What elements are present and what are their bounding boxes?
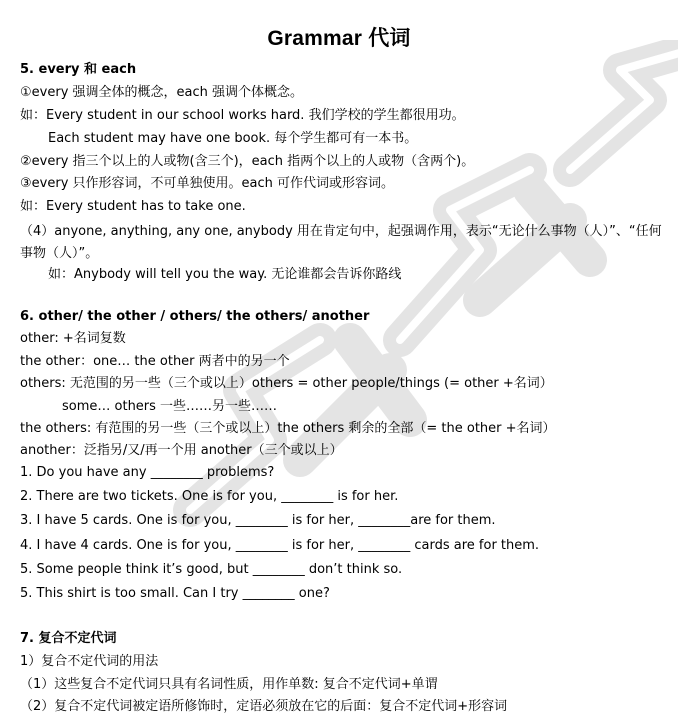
section-6-line: some… others 一些……另一些…… — [62, 399, 278, 414]
section-5-line: 如：Every student has to take one. — [20, 199, 246, 214]
section-6-line: another：泛指另/又/再一个用 another（三个或以上） — [20, 443, 343, 458]
section-6-line: other: +名词复数 — [20, 331, 126, 346]
exercise-item: 1. Do you have any ________ problems? — [20, 465, 275, 480]
section-5-line: ③every 只作形容词，不可单独使用。each 可作代词或形容词。 — [20, 176, 394, 191]
exercise-item: 3. I have 5 cards. One is for you, ________ is for her, ________are for them. — [20, 513, 496, 528]
exercise-item: 5. Some people think it’s good, but ________ don’t think so. — [20, 562, 403, 577]
section-5-heading: 5. every 和 each — [20, 62, 137, 77]
section-7-line: 1）复合不定代词的用法 — [20, 654, 159, 669]
section-5-line: ①every 强调全体的概念，each 强调个体概念。 — [20, 85, 303, 100]
section-6-line: the other：one… the other 两者中的另一个 — [20, 354, 290, 369]
section-7-line: （2）复合不定代词被定语所修饰时，定语必须放在它的后面：复合不定代词+形容词 — [20, 699, 508, 714]
section-6-heading: 6. other/ the other / others/ the others/ another — [20, 309, 370, 324]
section-6-line: others: 无范围的另一些（三个或以上）others = other people/things (= other +名词） — [20, 376, 553, 391]
section-5-line: 如：Every student in our school works hard. 我们学校的学生都很用功。 — [20, 108, 465, 123]
exercise-item: 4. I have 4 cards. One is for you, ________ is for her, ________ cards are for them. — [20, 538, 540, 553]
exercise-item: 2. There are two tickets. One is for you, ________ is for her. — [20, 489, 399, 504]
section-7-heading: 7. 复合不定代词 — [20, 631, 117, 646]
section-5-line: 如：Anybody will tell you the way. 无论谁都会告诉你路线 — [48, 267, 402, 282]
section-6-line: the others: 有范围的另一些（三个或以上）the others 剩余的全部（= the other +名词） — [20, 421, 556, 436]
section-5-line: ②every 指三个以上的人或物(含三个)，each 指两个以上的人或物（含两个)。 — [20, 154, 475, 169]
section-5-line: （4）anyone, anything, any one, anybody 用在肯定句中，起强调作用，表示“无论什么事物（人）”、“任何事物（人）”。 — [20, 224, 662, 261]
section-7-line: （1）这些复合不定代词只具有名词性质，用作单数: 复合不定代词+单谓 — [20, 677, 438, 692]
section-5-line: Each student may have one book. 每个学生都可有一本书。 — [48, 131, 418, 146]
exercise-item: 5. This shirt is too small. Can I try ________ one? — [20, 586, 330, 601]
page-title: Grammar 代词 — [267, 27, 411, 50]
